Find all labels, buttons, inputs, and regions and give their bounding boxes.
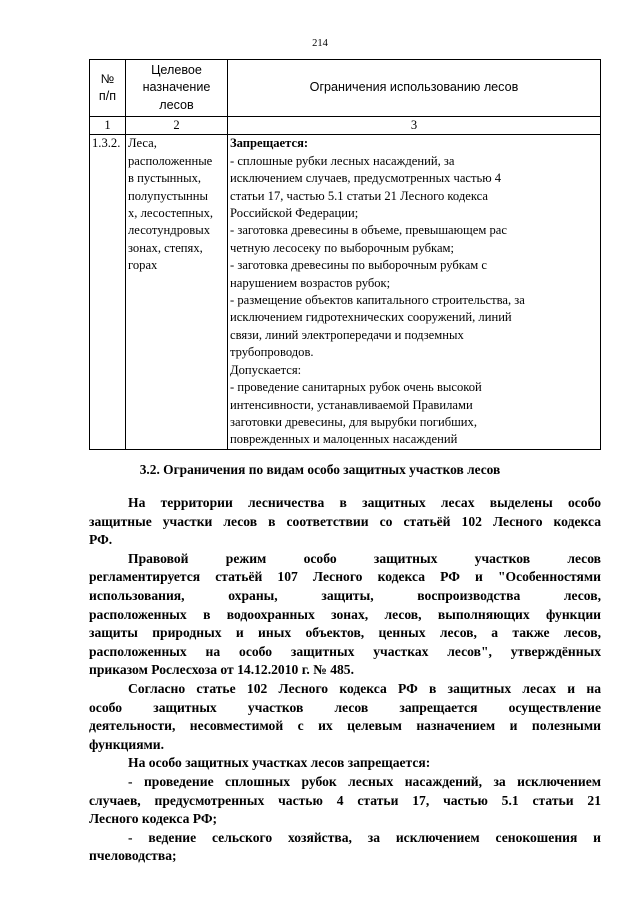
restriction-line: связи, линий электропередачи и подземных bbox=[230, 327, 464, 342]
restriction-line: заготовки древесины, для вырубки погибших, bbox=[230, 414, 477, 429]
purpose-line: в пустынных, bbox=[128, 171, 202, 186]
body-line: Согласно статье 102 Лесного кодекса РФ в защитных лесах и на bbox=[128, 680, 601, 696]
body-line: случаев, предусмотренных частью 4 статьи 17, частью 5.1 статьи 21 bbox=[89, 792, 601, 808]
body-line: Лесного кодекса РФ; bbox=[89, 811, 218, 827]
column-number-row bbox=[90, 117, 601, 135]
restriction-heading: Запрещается: bbox=[230, 136, 309, 151]
row-id: 1.3.2. bbox=[90, 135, 126, 449]
body-line: - ведение сельского хозяйства, за исключением сенокошения и bbox=[128, 829, 601, 845]
row-restrictions bbox=[228, 135, 601, 449]
body-line: расположенных в водоохранных зонах, лесов, выполняющих функции bbox=[89, 606, 601, 622]
purpose-line: Леса, bbox=[128, 136, 157, 151]
header-purpose bbox=[126, 60, 228, 117]
body-line: - проведение сплошных рубок лесных насаждений, за исключением bbox=[128, 773, 601, 789]
header-purpose-line: назначение bbox=[142, 80, 211, 95]
purpose-line: х, лесостепных, bbox=[128, 206, 214, 221]
restriction-line: - проведение санитарных рубок очень высокой bbox=[230, 380, 482, 395]
purpose-line: горах bbox=[128, 258, 158, 273]
body-line: регламентируется статьёй 107 Лесного кодекса РФ и "Особенностями bbox=[89, 569, 601, 585]
restriction-line: Российской Федерации; bbox=[230, 206, 359, 221]
header-restrictions: Ограничения использованию лесов bbox=[228, 60, 601, 117]
restriction-line: статьи 17, частью 5.1 статьи 21 Лесного кодекса bbox=[230, 188, 488, 203]
header-purpose-line: Целевое bbox=[151, 62, 202, 77]
column-number: 3 bbox=[228, 117, 601, 135]
purpose-line: лесотундровых bbox=[128, 223, 210, 238]
header-number-line: № bbox=[100, 71, 115, 86]
column-number: 2 bbox=[126, 117, 228, 135]
body-line: особо защитных участков лесов запрещается осуществление bbox=[89, 699, 601, 715]
table-row bbox=[90, 135, 601, 449]
page-number: 214 bbox=[312, 38, 328, 49]
body-line: пчеловодства; bbox=[89, 848, 177, 864]
body-line: деятельности, несовместимой с их целевым назначением и полезными bbox=[89, 718, 601, 734]
body-line: На территории лесничества в защитных лесах выделены особо bbox=[128, 495, 601, 510]
restriction-line: исключением гидротехнических сооружений, линий bbox=[230, 310, 512, 325]
header-number-line: п/п bbox=[98, 89, 117, 103]
header-number bbox=[90, 60, 126, 117]
restrictions-table bbox=[89, 59, 601, 450]
restriction-line: - заготовка древесины в объеме, превышающем рас bbox=[230, 223, 507, 238]
table-header-row bbox=[90, 60, 601, 117]
purpose-line: зонах, степях, bbox=[128, 240, 203, 255]
body-line: приказом Рослесхоза от 14.12.2010 г. № 485. bbox=[89, 662, 354, 678]
body-line: Правовой режим особо защитных участков лесов bbox=[128, 550, 601, 566]
permission-heading: Допускается: bbox=[230, 362, 302, 377]
body-text bbox=[89, 494, 601, 866]
body-line: расположенных на особо защитных участках лесов", утверждённых bbox=[89, 643, 601, 659]
restriction-line: поврежденных и малоценных насаждений bbox=[230, 432, 458, 447]
restriction-line: нарушением возрастов рубок; bbox=[230, 275, 391, 290]
section-title: 3.2. Ограничения по видам особо защитных участков лесов bbox=[139, 462, 501, 477]
purpose-line: расположенные bbox=[128, 153, 213, 168]
restriction-line: исключением случаев, предусмотренных частью 4 bbox=[230, 171, 502, 186]
restriction-line: трубопроводов. bbox=[230, 345, 314, 360]
restriction-line: четную лесосеку по выборочным рубкам; bbox=[230, 240, 455, 255]
purpose-line: полупустынны bbox=[128, 188, 208, 203]
restriction-line: - заготовка древесины по выборочным рубкам с bbox=[230, 258, 487, 273]
restriction-line: - размещение объектов капитального строительства, за bbox=[230, 293, 525, 308]
row-purpose bbox=[126, 135, 228, 449]
body-line: защиты природных и иных объектов, ценных лесов, а также лесов, bbox=[89, 625, 601, 641]
body-line: защитные участки лесов в соответствии со статьёй 102 Лесного кодекса bbox=[89, 513, 601, 529]
column-number: 1 bbox=[90, 117, 126, 135]
header-purpose-line: лесов bbox=[159, 97, 194, 112]
body-line: На особо защитных участках лесов запрещается: bbox=[128, 755, 431, 771]
body-line: функциями. bbox=[89, 736, 165, 752]
restriction-line: - сплошные рубки лесных насаждений, за bbox=[230, 153, 455, 168]
body-line: РФ. bbox=[89, 532, 113, 548]
body-line: использования, охраны, защиты, воспроизводства лесов, bbox=[89, 587, 601, 603]
restriction-line: интенсивности, устанавливаемой Правилами bbox=[230, 397, 473, 412]
